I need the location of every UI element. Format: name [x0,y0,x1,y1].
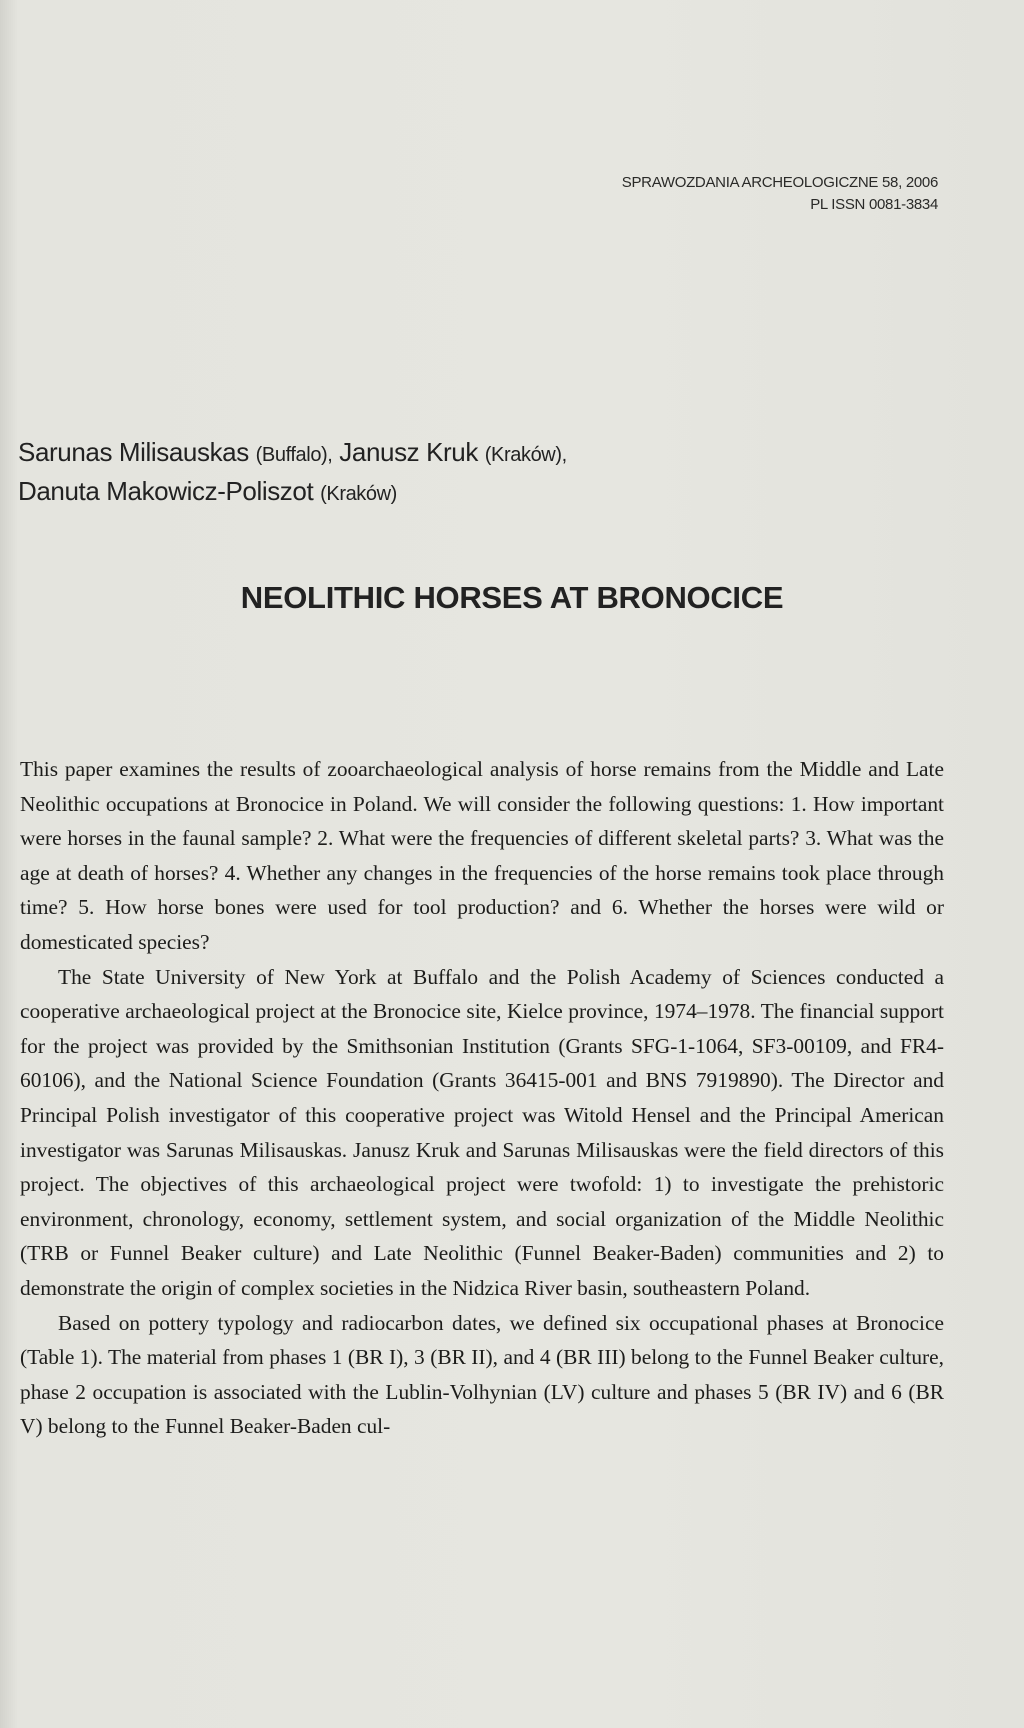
paragraph-phases: Based on pottery typology and radiocarbon dates, we defined six occupational phases at Bronocice (Table 1). The material from phases 1 (BR I), 3 (BR II), and 4 (BR III) belong to the Funnel Beaker culture, phase 2 occupation is associated with the Lublin-Volhynian (LV) culture and phases 5 (BR IV) and 6 (BR V) belong to the Funnel Beaker-Baden cul- [20,1310,944,1439]
paragraph-project: The State University of New York at Buffalo and the Polish Academy of Sciences conducted a cooperative archaeological project at the Bronocice site, Kielce province, 1974–1978. The financial support for the project was provided by the Smithsonian Institution (Grants SFG-1-1064, SF3-00109, and FR4-60106), and the National Science Foundation (Grants 36415-001 and BNS 7919890). The Director and Principal Polish investigator of this cooperative project was Witold Hensel and the Principal American investigator was Sarunas Milisauskas. Janusz Kruk and Sarunas Milisauskas were the field directors of this project. The objectives of this archaeological project were twofold: 1) to investigate the prehistoric environment, chronology, economy, settlement system, and social organization of the Middle Neolithic (TRB or Funnel Beaker culture) and Late Neolithic (Funnel Beaker-Baden) communities and 2) to demonstrate the origin of complex societies in the Nidzica River basin, southeastern Poland. [20,964,944,1300]
author-line-2 [18,473,567,512]
author-name: Sarunas Milisauskas [18,437,249,467]
author-list [18,434,567,512]
author-affiliation: (Buffalo), [255,444,333,466]
journal-title: SPRAWOZDANIA ARCHEOLOGICZNE 58, 2006 [621,174,938,191]
author-name: Janusz Kruk [339,437,478,467]
author-line-1 [18,434,567,473]
paper-title: NEOLITHIC HORSES AT BRONOCICE [240,580,784,615]
author-affiliation: (Kraków), [484,444,567,466]
author-name: Danuta Makowicz-Poliszot [18,476,314,506]
journal-header [622,172,938,216]
article-body [20,752,944,1444]
author-affiliation: (Kraków) [320,483,397,505]
paragraph-abstract: This paper examines the results of zooarchaeological analysis of horse remains from the Middle and Late Neolithic occupations at Bronocice in Poland. We will consider the following questions: 1. How important were horses in the faunal sample? 2. What were the frequencies of different skeletal parts? 3. What was the age at death of horses? 4. Whether any changes in the frequencies of the horse remains took place through time? 5. How horse bones were used for tool production? and 6. Whether the horses were wild or domesticated species? [20,757,944,954]
journal-issn: PL ISSN 0081-3834 [810,196,938,213]
